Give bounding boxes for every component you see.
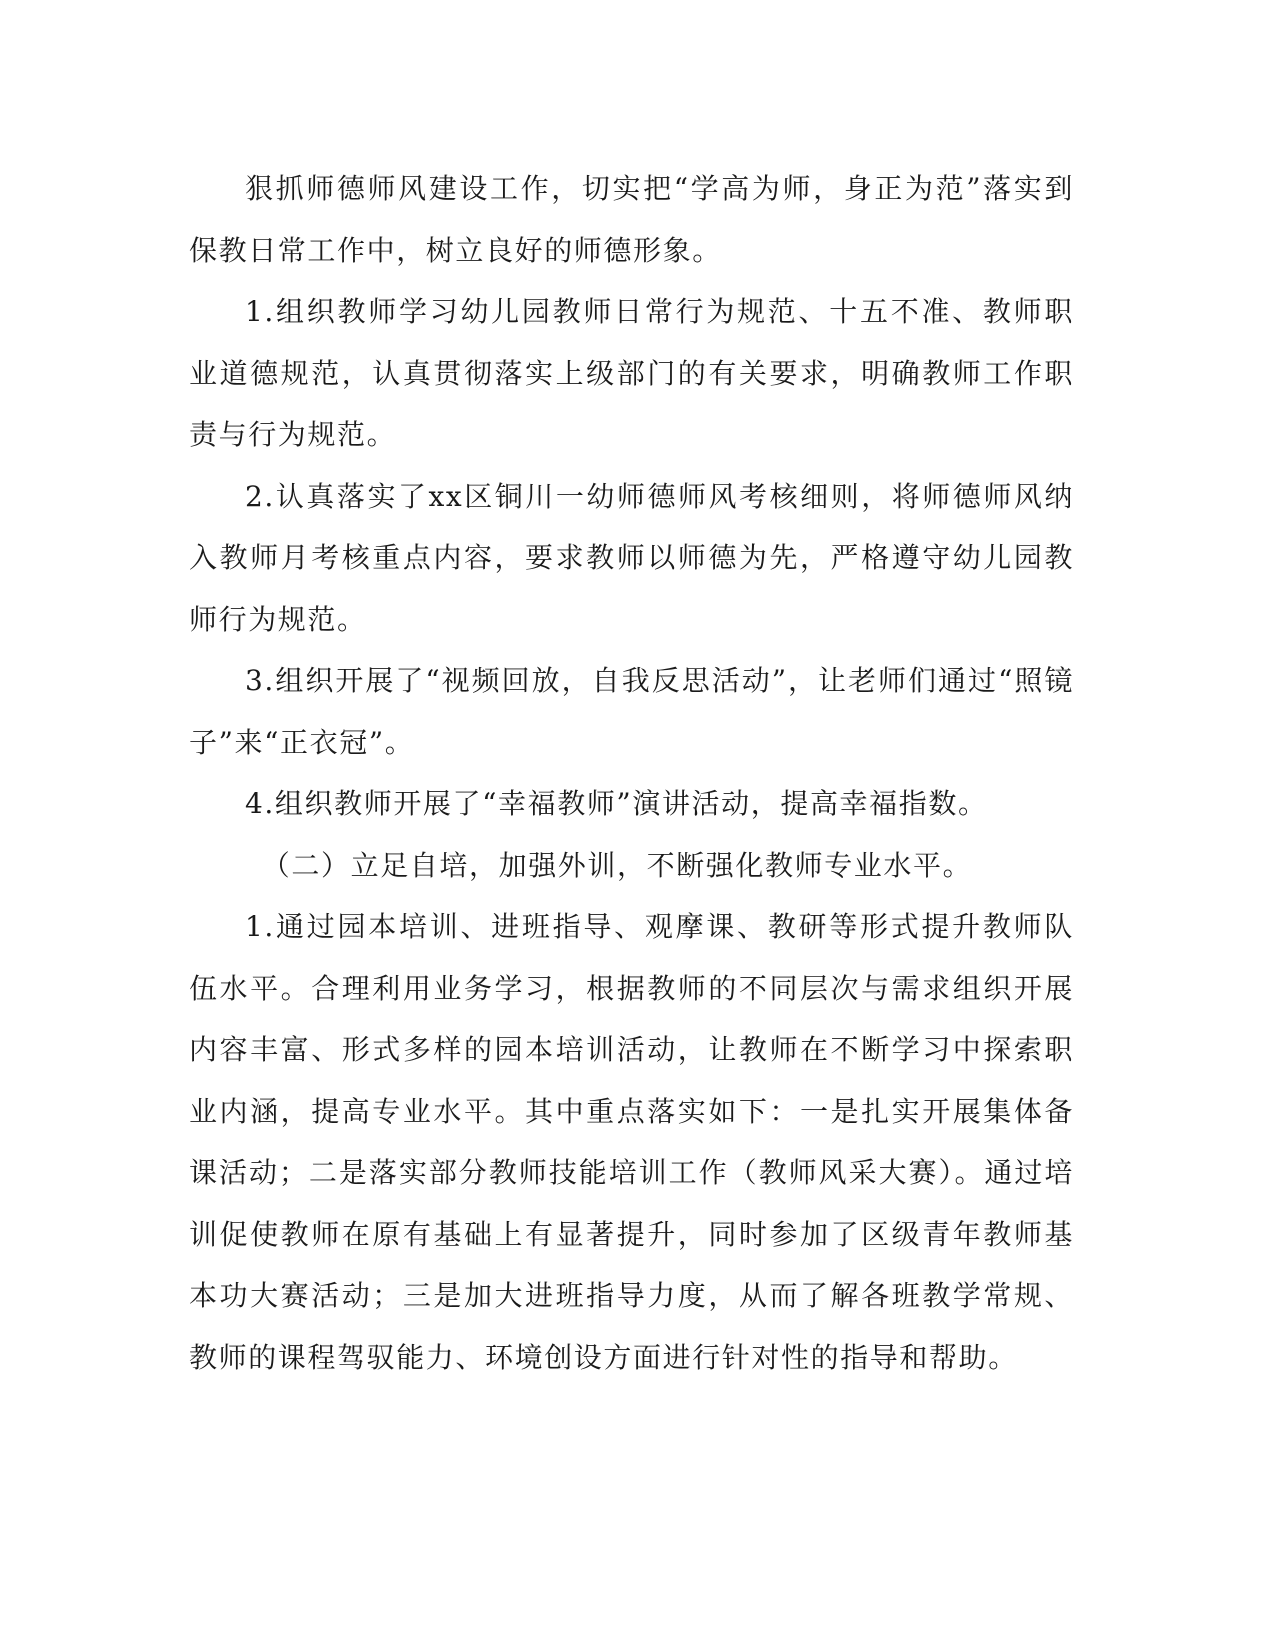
paragraph-training-item-1: 1.通过园本培训、进班指导、观摩课、教研等形式提升教师队伍水平。合理利用业务学习，根据教师的不同层次与需求组织开展内容丰富、形式多样的园本培训活动，让教师在不断学习中探索职业内涵，提高专业水平。其中重点落实如下：一是扎实开展集体备课活动；二是落实部分教师技能培训工作（教师风采大赛）。通过培训促使教师在原有基础上有显著提升，同时参加了区级青年教师基本功大赛活动；三是加大进班指导力度，从而了解各班教学常规、教师的课程驾驭能力、环境创设方面进行针对性的指导和帮助。	[189, 910, 1074, 1374]
paragraph-teacher-ethics-intro: 狠抓师德师风建设工作，切实把“学高为师，身正为范”落实到保教日常工作中，树立良好的师德形象。	[189, 172, 1074, 267]
paragraph-item-2-assessment: 2.认真落实了xx区铜川一幼师德师风考核细则，将师德师风纳入教师月考核重点内容，要求教师以师德为先，严格遵守幼儿园教师行为规范。	[189, 479, 1074, 636]
paragraph-item-3-video-review: 3.组织开展了“视频回放，自我反思活动”，让老师们通过“照镜子”来“正衣冠”。	[189, 664, 1074, 759]
body-text	[189, 158, 1074, 1388]
section-heading-training: （二）立足自培，加强外训，不断强化教师专业水平。	[261, 848, 973, 882]
paragraph-item-4-speech: 4.组织教师开展了“幸福教师”演讲活动，提高幸福指数。	[245, 787, 988, 820]
paragraph-item-1-norms: 1.组织教师学习幼儿园教师日常行为规范、十五不准、教师职业道德规范，认真贯彻落实上级部门的有关要求，明确教师工作职责与行为规范。	[189, 295, 1074, 451]
